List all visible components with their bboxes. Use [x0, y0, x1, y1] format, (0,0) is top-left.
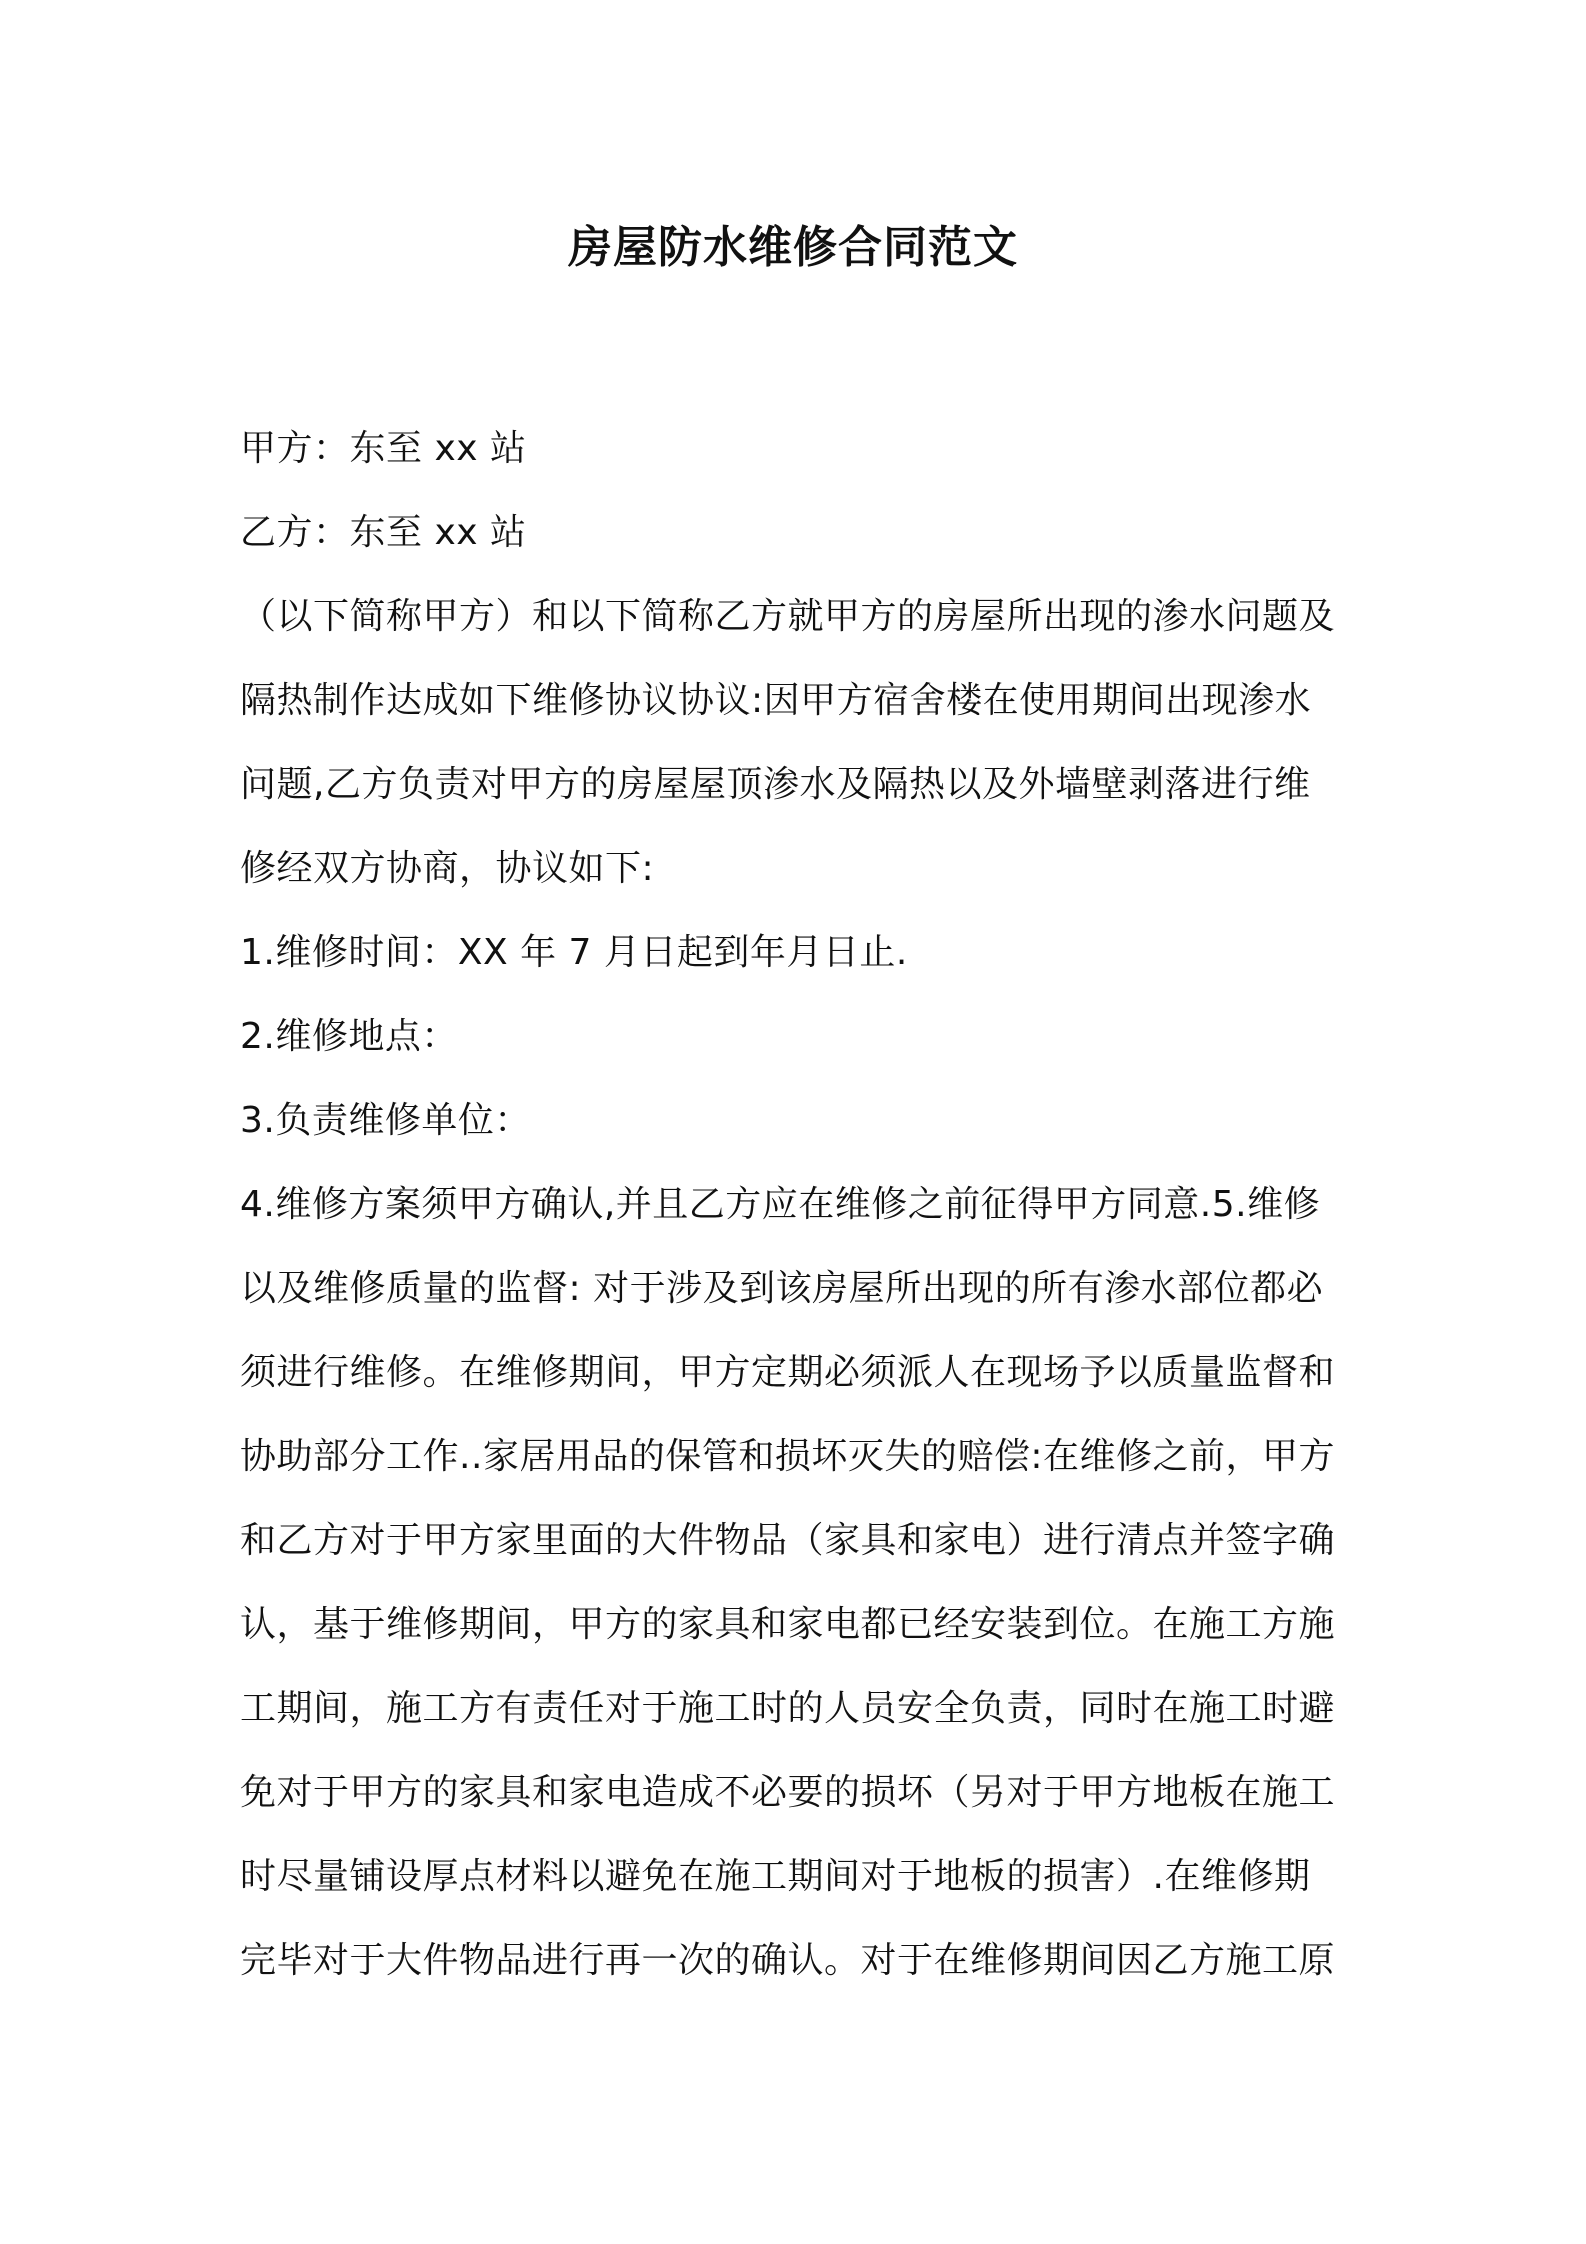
body-line: 隔热制作达成如下维修协议协议:因甲方宿舍楼在使用期间出现渗水 — [240, 680, 1312, 721]
body-line: 认，基于维修期间，甲方的家具和家电都已经安装到位。在施工方施 — [240, 1604, 1336, 1645]
body-line: 须进行维修。在维修期间，甲方定期必须派人在现场予以质量监督和 — [240, 1352, 1336, 1393]
body-line: 完毕对于大件物品进行再一次的确认。对于在维修期间因乙方施工原 — [240, 1940, 1336, 1981]
body-line: 时尽量铺设厚点材料以避免在施工期间对于地板的损害）.在维修期 — [240, 1856, 1311, 1897]
body-line: 以及维修质量的监督: 对于涉及到该房屋所出现的所有渗水部位都必 — [240, 1268, 1324, 1309]
clause-2-line: 2.维修地点： — [240, 1016, 458, 1057]
body-line: 协助部分工作..家居用品的保管和损坏灭失的赔偿:在维修之前，甲方 — [240, 1436, 1336, 1477]
body-line: （以下简称甲方）和以下简称乙方就甲方的房屋所出现的渗水问题及 — [240, 596, 1336, 637]
document-body — [240, 407, 1350, 2003]
body-line: 修经双方协商，协议如下: — [240, 848, 655, 889]
clause-3-line: 3.负责维修单位： — [240, 1100, 531, 1141]
party-b-line: 乙方：东至 xx 站 — [240, 512, 527, 553]
party-a-line: 甲方：东至 xx 站 — [240, 428, 527, 469]
body-line: 工期间，施工方有责任对于施工时的人员安全负责，同时在施工时避 — [240, 1688, 1336, 1729]
body-line: 免对于甲方的家具和家电造成不必要的损坏（另对于甲方地板在施工 — [240, 1772, 1336, 1813]
clause-1-line: 1.维修时间：XX 年 7 月日起到年月日止. — [240, 932, 908, 973]
clause-4-line: 4.维修方案须甲方确认,并且乙方应在维修之前征得甲方同意.5.维修 — [240, 1184, 1321, 1225]
body-line: 和乙方对于甲方家里面的大件物品（家具和家电）进行清点并签字确 — [240, 1520, 1336, 1561]
document-title: 房屋防水维修合同范文 — [568, 222, 1018, 273]
body-line: 问题,乙方负责对甲方的房屋屋顶渗水及隔热以及外墙壁剥落进行维 — [240, 764, 1311, 805]
